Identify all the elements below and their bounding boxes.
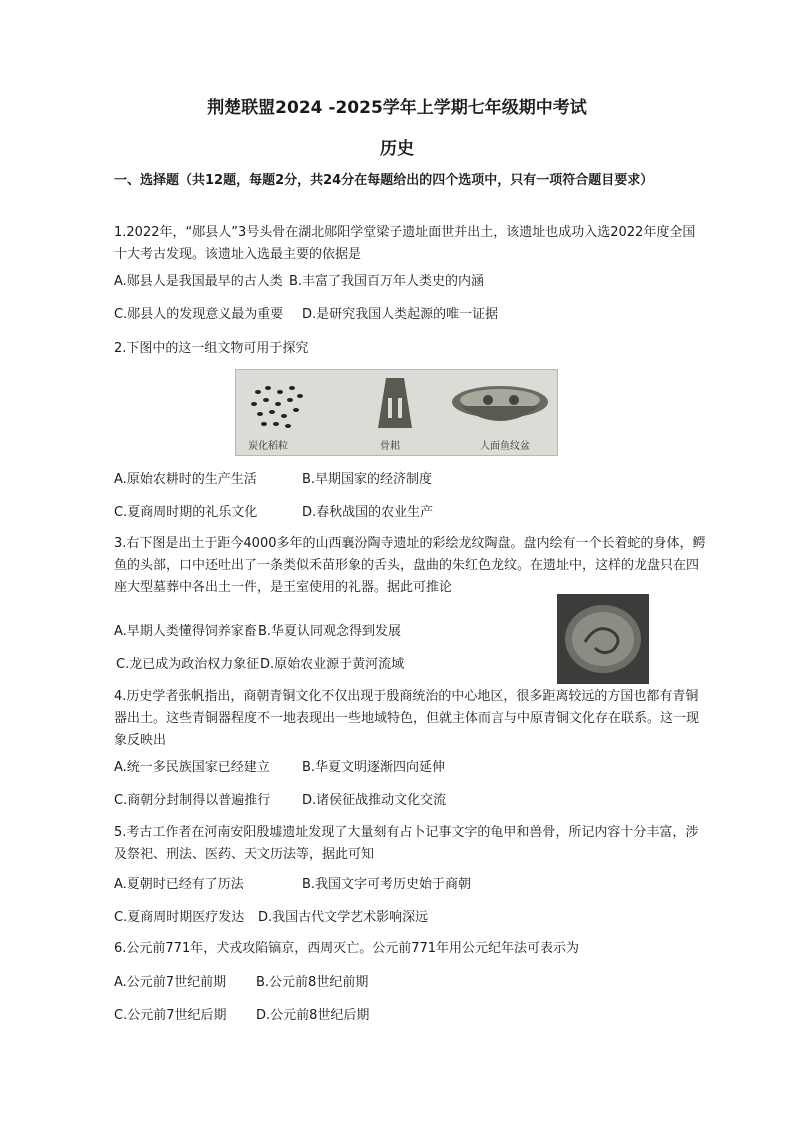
question-5-option-a: A.夏朝时已经有了历法 (114, 877, 244, 892)
question-2-option-c: C.夏商周时期的礼乐文化 (114, 505, 258, 520)
dragon-plate-illustration (557, 594, 649, 684)
caption-rice: 炭化稻粒 (248, 441, 288, 452)
question-6-option-b: B.公元前8世纪前期 (256, 975, 369, 990)
question-4-option-d: D.诸侯征战推动文化交流 (302, 793, 447, 808)
question-2-option-d: D.春秋战国的农业生产 (302, 505, 434, 520)
question-4-stem: 4.历史学者张帆指出，商朝青铜文化不仅出现于殷商统治的中心地区，很多距离较远的方国也都有青铜器出土。这些青铜器程度不一地表现出一些地域特色，但就主体而言与中原青铜文化存在联系。这一现象反映出 (114, 689, 700, 748)
question-6-option-c: C.公元前7世纪后期 (114, 1008, 227, 1023)
question-1-option-b: B.丰富了我国百万年人类史的内涵 (289, 274, 485, 289)
bone-spade-illustration (378, 378, 412, 428)
question-3-option-b: B.华夏认同观念得到发展 (258, 624, 402, 639)
question-2-option-b: B.早期国家的经济制度 (302, 472, 433, 487)
question-3-option-d: D.原始农业源于黄河流域 (260, 657, 405, 672)
rice-grains-illustration (251, 386, 303, 428)
question-5-option-c: C.夏商周时期医疗发达 (114, 910, 245, 925)
caption-pottery-basin: 人面鱼纹盆 (480, 441, 530, 452)
artifact-figure (235, 369, 558, 456)
question-3-stem: 3.右下图是出土于距今4000多年的山西襄汾陶寺遗址的彩绘龙纹陶盘。盘内绘有一个长着蛇的身体，鳄鱼的头部，口中还吐出了一条类似禾苗形象的舌头，盘曲的朱红色龙纹。在遗址中，这样的龙盘只在四座大型墓葬中各出土一件，是王室使用的礼器。据此可推论 (114, 536, 706, 595)
question-4-option-b: B.华夏文明逐渐四向延伸 (302, 760, 446, 775)
question-5-stem: 5.考古工作者在河南安阳殷墟遗址发现了大量刻有占卜记事文字的龟甲和兽骨，所记内容十分丰富，涉及祭祀、刑法、医药、天文历法等，据此可知 (114, 825, 699, 862)
question-4-option-a: A.统一多民族国家已经建立 (114, 760, 270, 775)
question-1-option-a: A.郧县人是我国最早的古人类 (114, 274, 283, 289)
question-2-option-a: A.原始农耕时的生产生活 (114, 472, 257, 487)
caption-bone-spade: 骨耜 (380, 441, 400, 452)
question-5-option-b: B.我国文字可考历史始于商朝 (302, 877, 472, 892)
dragon-plate-photo (557, 594, 649, 684)
question-1-option-d: D.是研究我国人类起源的唯一证据 (302, 307, 499, 322)
question-1-stem: 1.2022年，“郧县人”3号头骨在湖北郧阳学堂梁子遗址面世并出土，该遗址也成功入选2022年度全国十大考古发现。该遗址入选最主要的依据是 (114, 225, 696, 262)
question-3-option-a: A.早期人类懂得饲养家畜 (114, 624, 257, 639)
exam-title: 荆楚联盟2024 -2025学年上学期七年级期中考试 (207, 98, 587, 118)
section-heading: 一、选择题（共12题，每题2分，共24分在每题给出的四个选项中，只有一项符合题目要求） (114, 173, 654, 188)
question-6-stem: 6.公元前771年，犬戎攻陷镐京，西周灭亡。公元前771年用公元纪年法可表示为 (114, 941, 580, 956)
subject-title: 历史 (380, 139, 414, 159)
question-4-option-c: C.商朝分封制得以普遍推行 (114, 793, 271, 808)
question-6-option-a: A.公元前7世纪前期 (114, 975, 227, 990)
question-2-stem: 2.下图中的这一组文物可用于探究 (114, 341, 309, 356)
question-1-option-c: C.郧县人的发现意义最为重要 (114, 307, 284, 322)
pottery-basin-illustration (452, 386, 548, 421)
question-6-option-d: D.公元前8世纪后期 (256, 1008, 370, 1023)
question-3-option-c: C.龙已成为政治权力象征 (116, 657, 260, 672)
question-5-option-d: D.我国古代文学艺术影响深远 (258, 910, 429, 925)
